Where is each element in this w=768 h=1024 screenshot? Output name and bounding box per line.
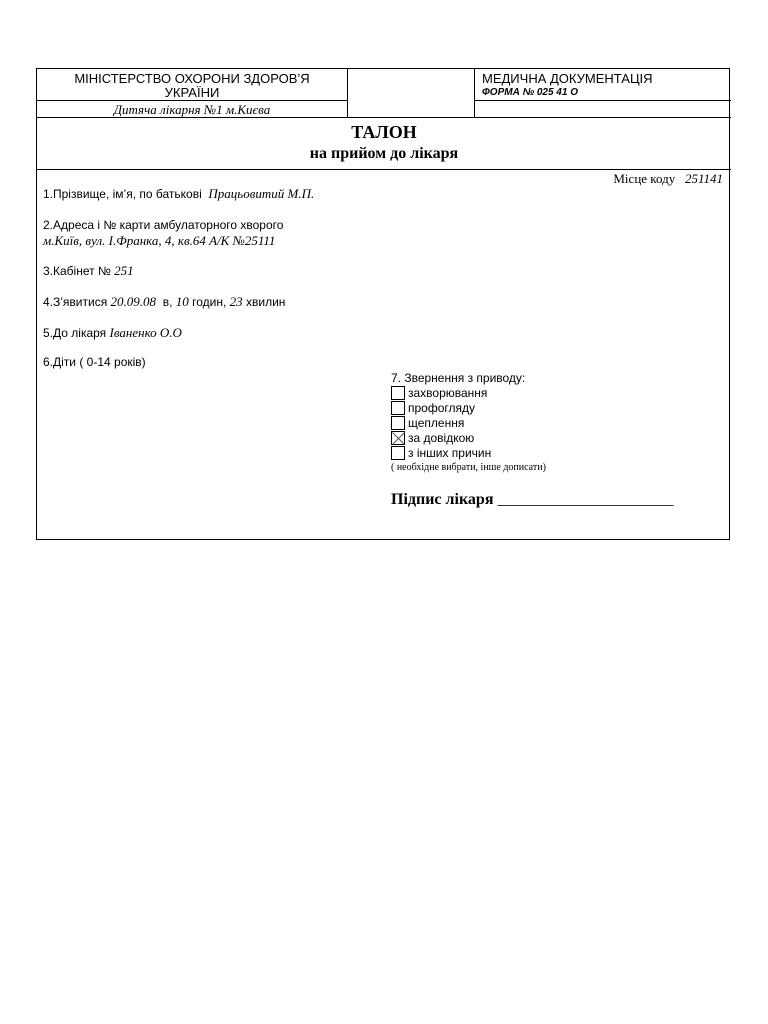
ministry-name-line2: УКРАЇНИ xyxy=(164,85,220,100)
signature-label: Підпис лікаря xyxy=(391,491,494,508)
coupon-subtitle: на прийом до лікаря xyxy=(309,145,459,162)
appear-date: 20.09.08 xyxy=(110,294,157,309)
code-place xyxy=(613,171,723,186)
appear-minute: 23 xyxy=(229,294,243,309)
field-doctor xyxy=(43,325,182,341)
header-doc-separator xyxy=(474,100,731,101)
medical-documentation-title: МЕДИЧНА ДОКУМЕНТАЦІЯ xyxy=(482,71,653,86)
appear-minutes-word: хвилин xyxy=(246,295,286,309)
checkbox-checkup[interactable] xyxy=(391,401,405,415)
appear-hours-word: годин, xyxy=(192,295,227,309)
reason-option-vaccination[interactable] xyxy=(391,416,591,431)
checkbox-certificate[interactable] xyxy=(391,431,405,445)
header-divider-left xyxy=(347,69,348,117)
title-bottom-line xyxy=(37,169,731,170)
reason-option-certificate[interactable] xyxy=(391,431,591,446)
doctor-value: Іваненко О.О xyxy=(109,325,182,340)
header-ministry-separator xyxy=(37,100,347,101)
code-place-label: Місце коду xyxy=(613,171,676,186)
appear-at: в, xyxy=(162,295,173,309)
reason-note: ( необхідне вибрати, інше дописати) xyxy=(391,462,546,473)
patient-name-label: 1.Прізвище, ім’я, по батькові xyxy=(43,187,202,201)
header-bottom-line xyxy=(37,117,731,118)
children-label: 6.Діти ( 0-14 років) xyxy=(43,355,146,369)
code-value: 251141 xyxy=(684,171,723,186)
reason-option-label: профогляду xyxy=(408,401,476,415)
address-label: 2.Адреса і № карти амбулаторного хворого xyxy=(43,218,284,232)
appear-hour: 10 xyxy=(175,294,189,309)
patient-name-value: Працьовитий М.П. xyxy=(208,186,315,201)
doctor-signature xyxy=(391,491,673,509)
coupon-title: ТАЛОН xyxy=(351,122,417,142)
address-value: м.Київ, вул. І.Франка, 4, кв.64 А/К №25111 xyxy=(43,233,276,248)
reason-option-label: захворювання xyxy=(408,386,488,400)
field-cabinet xyxy=(43,263,134,279)
checkbox-illness[interactable] xyxy=(391,386,405,400)
checkbox-other[interactable] xyxy=(391,446,405,460)
checkbox-vaccination[interactable] xyxy=(391,416,405,430)
appear-label: 4.З’явитися xyxy=(43,295,108,309)
reason-option-label: щеплення xyxy=(408,416,465,430)
field-patient-name xyxy=(43,186,314,202)
reason-title: 7. Звернення з приводу: xyxy=(391,371,526,385)
ministry-name-line1: МІНІСТЕРСТВО ОХОРОНИ ЗДОРОВ’Я xyxy=(74,71,310,86)
referral-coupon-form xyxy=(36,68,730,540)
reason-option-checkup[interactable] xyxy=(391,401,591,416)
header-divider-right xyxy=(474,69,475,117)
reason-option-label: за довідкою xyxy=(408,431,475,445)
form-number: ФОРМА № 025 41 О xyxy=(482,87,578,98)
reason-option-label: з інших причин xyxy=(408,446,492,460)
field-appear-time xyxy=(43,294,285,310)
signature-line: ______________________ xyxy=(497,491,674,508)
cabinet-label: 3.Кабінет № xyxy=(43,264,111,278)
hospital-name: Дитяча лікарня №1 м.Києва xyxy=(113,102,271,117)
reason-option-other[interactable] xyxy=(391,446,591,461)
doctor-label: 5.До лікаря xyxy=(43,326,107,340)
reason-option-illness[interactable] xyxy=(391,386,591,401)
cabinet-value: 251 xyxy=(114,263,134,278)
